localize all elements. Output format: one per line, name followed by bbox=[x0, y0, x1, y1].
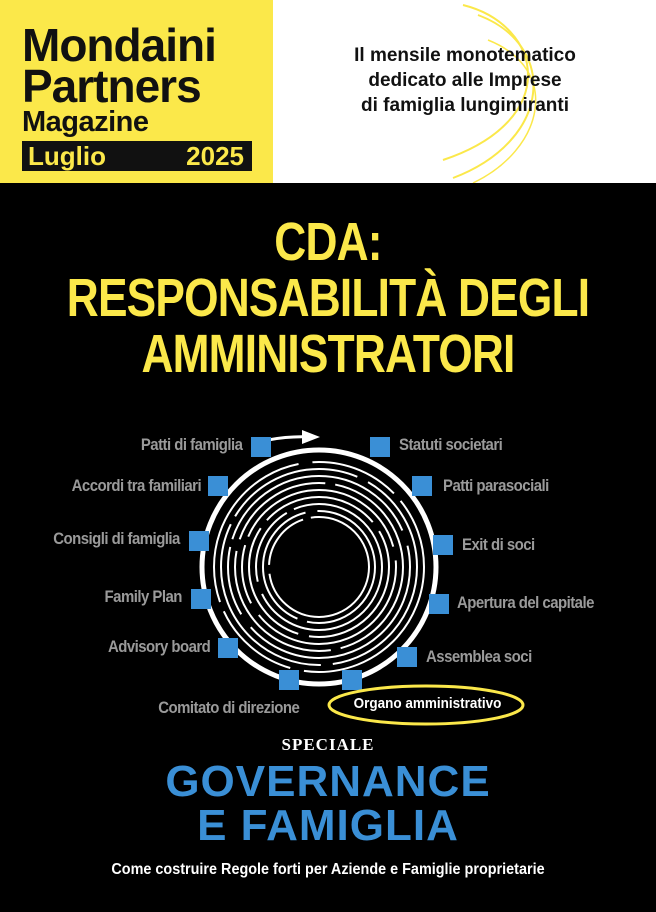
label-apertura-del-capitale: Apertura del capitale bbox=[457, 593, 594, 612]
tagline-line2: dedicato alle Imprese bbox=[368, 70, 562, 91]
label-organo-amministrativo: Organo amministrativo bbox=[353, 695, 502, 712]
marker-comitato-di-direzione bbox=[279, 670, 299, 690]
brand-title-line1: Mondaini bbox=[22, 19, 216, 71]
governance-circle-graphic bbox=[0, 420, 656, 700]
label-patti-di-famiglia: Patti di famiglia bbox=[140, 435, 242, 454]
issue-year: 2025 bbox=[186, 141, 244, 171]
tagline-line1: Il mensile monotematico bbox=[354, 45, 576, 66]
label-family-plan: Family Plan bbox=[104, 587, 182, 606]
masthead-header bbox=[0, 0, 656, 183]
marker-patti-di-famiglia bbox=[251, 437, 271, 457]
marker-patti-parasociali bbox=[412, 476, 432, 496]
label-accordi-tra-familiari: Accordi tra familiari bbox=[71, 476, 201, 495]
special-label: SPECIALE bbox=[281, 735, 375, 754]
marker-exit-di-soci bbox=[433, 535, 453, 555]
marker-apertura-del-capitale bbox=[429, 594, 449, 614]
headline-line2: RESPONSABILITÀ DEGLI bbox=[66, 268, 590, 328]
label-exit-di-soci: Exit di soci bbox=[462, 535, 535, 554]
marker-statuti-societari bbox=[370, 437, 390, 457]
brand-title-line3: Magazine bbox=[22, 106, 149, 138]
special-title-line2: E FAMIGLIA bbox=[197, 801, 459, 850]
tagline-line3: di famiglia lungimiranti bbox=[361, 95, 569, 116]
issue-date-bar bbox=[22, 141, 252, 171]
cover-headline bbox=[0, 214, 656, 382]
label-consigli-di-famiglia: Consigli di famiglia bbox=[53, 529, 180, 548]
headline-line3: AMMINISTRATORI bbox=[141, 324, 515, 384]
special-title-line1: GOVERNANCE bbox=[165, 757, 491, 806]
marker-consigli-di-famiglia bbox=[189, 531, 209, 551]
marker-family-plan bbox=[191, 589, 211, 609]
brand-title-line2: Partners bbox=[22, 60, 201, 112]
special-title bbox=[0, 757, 656, 850]
brand-block bbox=[0, 0, 273, 183]
tagline bbox=[300, 43, 630, 118]
label-statuti-societari: Statuti societari bbox=[399, 435, 503, 454]
issue-month: Luglio bbox=[28, 141, 106, 171]
label-assemblea-soci: Assemblea soci bbox=[426, 647, 532, 666]
marker-advisory-board bbox=[218, 638, 238, 658]
label-advisory-board: Advisory board bbox=[107, 637, 210, 656]
label-patti-parasociali: Patti parasociali bbox=[443, 476, 549, 495]
headline-line1: CDA: bbox=[274, 212, 382, 272]
special-subtitle: Come costruire Regole forti per Aziende e Famiglie proprietarie bbox=[111, 861, 545, 878]
marker-accordi-tra-familiari bbox=[208, 476, 228, 496]
label-comitato-di-direzione: Comitato di direzione bbox=[157, 698, 299, 717]
marker-assemblea-soci bbox=[397, 647, 417, 667]
